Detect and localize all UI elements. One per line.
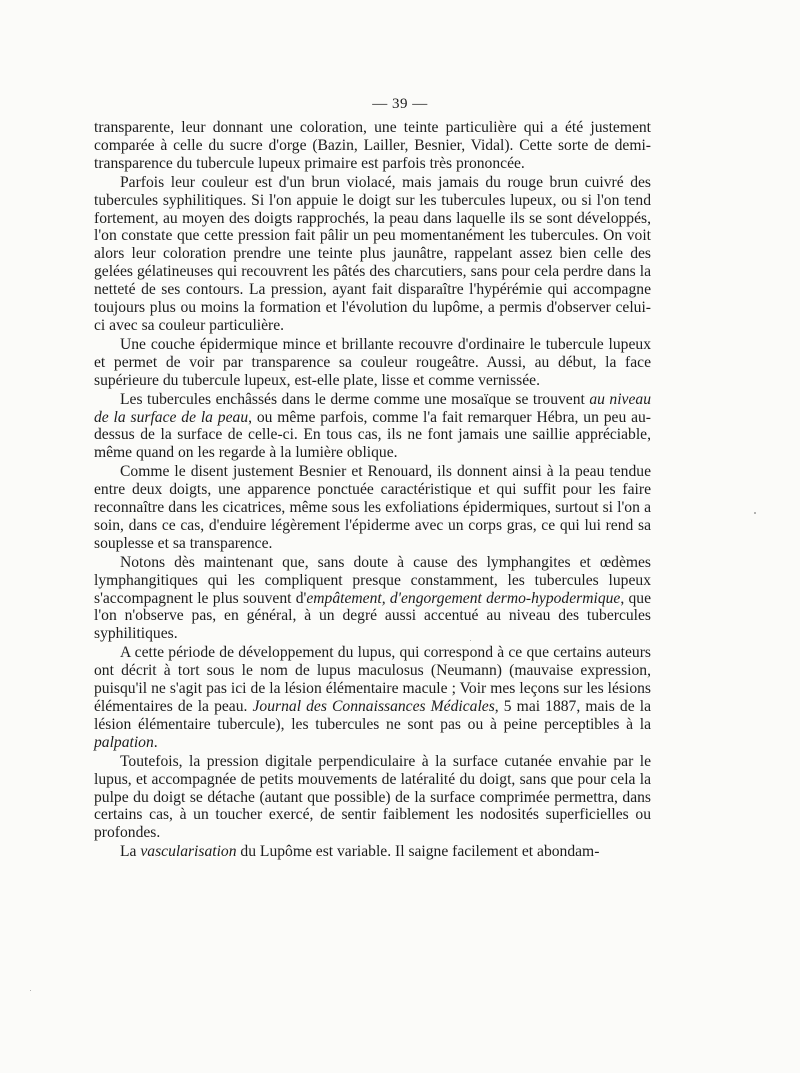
paragraph (94, 843, 651, 861)
paragraph (94, 463, 651, 553)
text-segment: Une couche épidermique mince et brillante recouvre d'ordinaire le tubercule lupeux et permet de voir par transparence sa couleur rougeâtre. Aussi, au début, la face supérieure du tubercule lupeux, est-elle plate, lisse et comme vernissée. (94, 335, 651, 389)
text-segment: , 5 mai 1887, mais de la lésion élémentaire tubercule), les tubercules ne sont pas ou à peine perceptibles à la (94, 698, 651, 733)
paragraph (94, 119, 651, 173)
text-segment: du Lupôme est variable. Il saigne facilement et abondam- (236, 843, 600, 861)
text-segment: Les tubercules enchâssés dans le derme comme une mosaïque se trouvent (120, 390, 590, 408)
text-segment: Comme le disent justement Besnier et Renouard, ils donnent ainsi à la peau tendue entre deux doigts, une apparence ponctuée caractéristique et qui suffit pour les faire reconnaître dans les cicatrices, même sous les exfoliations épidermiques, surtout si l'on a soin, dans ce cas, d'enduire légèrement l'épiderme avec un corps gras, ce qui lui rend sa souplesse et sa transparence. (94, 463, 651, 552)
scan-speck (30, 990, 31, 991)
paragraph (94, 336, 651, 390)
italic-text: palpation (94, 733, 154, 751)
italic-text: empâtement, d'engorgement dermo-hypodermique (306, 589, 621, 607)
text-segment: , ou même parfois, comme l'a fait remarquer Hébra, un peu au-dessus de la surface de celle-ci. En tous cas, ils ne font jamais une saillie appréciable, même quand on les regarde à la lumière oblique. (94, 408, 651, 462)
text-segment: Parfois leur couleur est d'un brun violacé, mais jamais du rouge brun cuivré des tubercules syphilitiques. Si l'on appuie le doigt sur les tubercules lupeux, ou si l'on tend fortement, au moyen des doigts rapprochés, la peau dans laquelle ils se sont développés, l'on constate que cette pression fait pâlir un peu momentanément les tubercules. On voit alors leur coloration prendre une teinte plus jaunâtre, rappelant assez bien celle des gelées gélatineuses qui recouvrent les pâtés des charcutiers, sans pour cela perdre dans la netteté de ses contours. La pression, ayant fait disparaître l'hypérémie qui accompagne toujours plus ou moins la formation et l'évolution du lupôme, a permis d'observer celui-ci avec sa couleur particulière. (94, 173, 651, 334)
text-segment: transparente, leur donnant une coloration, une teinte particulière qui a été justement comparée à celle du sucre d'orge (Bazin, Lailler, Besnier, Vidal). Cette sorte de demi-transparence du tubercule lupeux primaire est parfois très prononcée. (94, 119, 651, 172)
text-segment: Notons dès maintenant que, sans doute à cause des lymphangites et œdèmes lymphangitiques qui les compliquent presque constamment, les tubercules lupeux s'accompagnent le plus souvent d' (94, 553, 651, 607)
text-segment: , que l'on n'observe pas, en général, à un degré aussi accentué au niveau des tubercules syphilitiques. (94, 589, 652, 643)
italic-text: au niveau de la surface de la peau (94, 390, 651, 426)
text-segment: A cette période de développement du lupus, qui correspond à ce que certains auteurs ont décrit à tort sous le nom de lupus maculosus (Neumann) (mauvaise expression, puisqu'il ne s'agit pas ici de la lésion élémentaire macule ; Voir mes leçons sur les lésions élémentaires de la peau. (94, 644, 651, 715)
text-segment: La (120, 843, 141, 861)
text-segment: Toutefois, la pression digitale perpendiculaire à la surface cutanée envahie par le lupus, et accompagnée de petits mouvements de latéralité du doigt, sans que pour cela la pulpe du doigt se détache (autant que possible) de la surface comprimée permettra, dans certains cas, à un toucher exercé, de sentir faiblement les nodosités superficielles ou profondes. (94, 752, 651, 842)
scan-speck (470, 640, 471, 641)
text-segment: . (153, 733, 158, 751)
paragraph (94, 753, 651, 843)
paragraph (94, 391, 651, 463)
body-text (94, 119, 651, 862)
italic-text: Journal des Connaissances Médicales (252, 698, 495, 715)
italic-text: vascularisation (140, 843, 237, 861)
scan-speck (754, 512, 756, 514)
page-number: — 39 — (372, 96, 428, 112)
paragraph (94, 174, 651, 335)
paragraph (94, 644, 651, 751)
paragraph (94, 554, 651, 644)
